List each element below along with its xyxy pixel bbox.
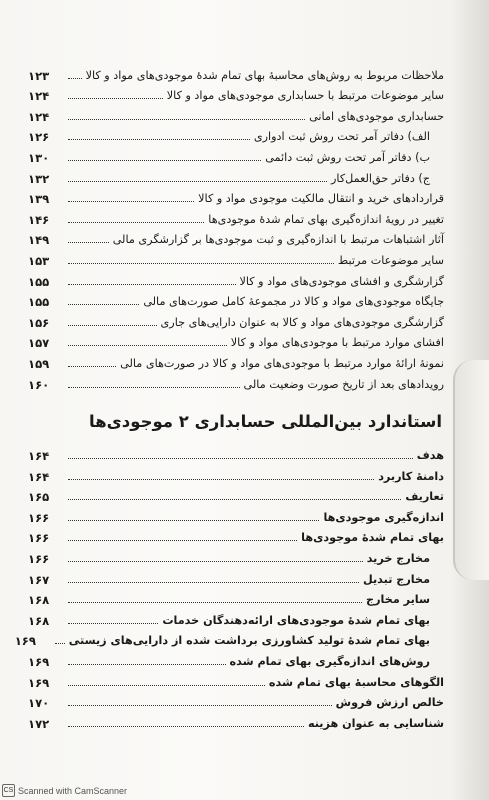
toc-entry — [28, 62, 444, 83]
dot-leader — [68, 222, 204, 223]
dot-leader — [68, 78, 82, 79]
toc-entry-title: ج) دفاتر حق‌العمل‌کار — [331, 171, 430, 185]
dot-leader — [68, 98, 163, 99]
toc-entry-page: ۱۶۸ — [28, 593, 50, 608]
toc-entry-title: قراردادهای خرید و انتقال مالکیت موجودی مواد و کالا — [198, 192, 444, 206]
toc-entry-page: ۱۲۶ — [28, 130, 50, 145]
dot-leader — [68, 160, 261, 161]
toc-entry-page: ۱۶۷ — [28, 572, 50, 587]
dot-leader — [68, 139, 250, 140]
toc-entry-page: ۱۵۶ — [28, 315, 50, 330]
toc-entry — [28, 227, 444, 248]
dot-leader — [68, 520, 319, 521]
toc-entry-title: سایر موضوعات مرتبط — [337, 253, 444, 267]
toc-entry-title: جایگاه موجودی‌های مواد و کالا در مجموعۀ کامل صورت‌های مالی — [143, 295, 444, 309]
toc-entry — [28, 690, 444, 711]
toc-entry-page: ۱۶۰ — [28, 377, 50, 392]
toc-entry-page: ۱۳۲ — [28, 171, 50, 186]
toc-entry-title: بهای تمام شدۀ تولید کشاورزی برداشت شده از دارایی‌های زیستی — [68, 634, 430, 648]
toc-entry-title: تعاریف — [405, 490, 444, 504]
watermark-text: Scanned with CamScanner — [18, 785, 128, 796]
toc-entry-page: ۱۵۵ — [28, 274, 50, 289]
toc-entry-title: گزارشگری و افشای موجودی‌های مواد و کالا — [239, 274, 444, 288]
toc-entry-page: ۱۳۹ — [28, 192, 50, 207]
toc-entry — [28, 124, 444, 145]
toc-entry-page: ۱۶۹ — [28, 675, 50, 690]
toc-entry — [28, 587, 444, 608]
dot-leader — [68, 726, 304, 727]
dot-leader — [68, 664, 226, 665]
toc-entry — [28, 669, 444, 690]
toc-entry-page: ۱۶۵ — [28, 490, 50, 505]
toc-entry-title: روش‌های اندازه‌گیری بهای تمام شده — [229, 655, 430, 669]
toc-entry-title: بهای تمام شدۀ موجودی‌های ارائه‌دهندگان خدمات — [162, 613, 430, 627]
toc-entry-title: دامنۀ کاربرد — [378, 469, 444, 483]
dot-leader — [68, 366, 116, 367]
toc-entry — [28, 525, 444, 546]
toc-entry-title: الف) دفاتر آمر تحت روش ثبت ادواری — [253, 130, 430, 144]
toc-entry-title: خالص ارزش فروش — [335, 696, 444, 710]
toc-entry-title: تغییر در رویۀ اندازه‌گیری بهای تمام شدۀ موجودی‌ها — [208, 212, 444, 226]
toc-entry-page: ۱۶۴ — [28, 449, 50, 464]
toc-entry-title: هدف — [416, 449, 444, 463]
dot-leader — [55, 643, 65, 644]
toc-entry-title: گزارشگری موجودی‌های مواد و کالا به عنوان دارایی‌های جاری — [160, 315, 444, 329]
toc-entry-page: ۱۵۵ — [28, 295, 50, 310]
dot-leader — [68, 540, 297, 541]
toc-entry — [28, 165, 444, 186]
toc-entry-page: ۱۲۳ — [28, 68, 50, 83]
dot-leader — [68, 119, 305, 120]
toc-entry-page: ۱۵۷ — [28, 336, 50, 351]
toc-entry — [28, 710, 444, 731]
toc-entry — [28, 289, 444, 310]
toc-part-2 — [14, 443, 444, 731]
scanner-watermark — [2, 784, 127, 797]
toc-entry-page: ۱۶۶ — [28, 552, 50, 567]
page-edge-shadow — [453, 360, 489, 580]
dot-leader — [68, 499, 401, 500]
toc-entry-page: ۱۶۴ — [28, 469, 50, 484]
dot-leader — [68, 582, 359, 583]
dot-leader — [68, 561, 363, 562]
toc-entry-page: ۱۳۰ — [28, 150, 50, 165]
section-gap — [28, 392, 444, 409]
toc-entry-title: اندازه‌گیری موجودی‌ها — [323, 510, 444, 524]
toc-entry-title: افشای موارد مرتبط با موجودی‌های مواد و کالا — [230, 336, 444, 350]
toc-entry — [28, 186, 444, 207]
toc-entry-title: رویدادهای بعد از تاریخ صورت وضعیت مالی — [243, 377, 444, 391]
toc-entry-page: ۱۶۸ — [28, 613, 50, 628]
dot-leader — [68, 304, 139, 305]
table-of-contents — [14, 62, 444, 731]
toc-entry — [28, 330, 444, 351]
toc-entry — [28, 103, 444, 124]
toc-entry-title: مخارج خرید — [366, 552, 430, 566]
toc-entry — [28, 309, 444, 330]
toc-entry — [28, 484, 444, 505]
toc-part-1 — [28, 62, 444, 392]
dot-leader — [68, 263, 334, 264]
toc-entry — [28, 371, 444, 392]
toc-entry — [28, 566, 444, 587]
toc-entry-title: سایر مخارج — [366, 593, 430, 607]
toc-entry-page: ۱۴۶ — [28, 212, 50, 227]
toc-entry-page: ۱۵۹ — [28, 356, 50, 371]
toc-entry-page: ۱۶۹ — [28, 655, 50, 670]
toc-entry — [28, 463, 444, 484]
toc-entry-page: ۱۶۹ — [14, 634, 36, 649]
toc-entry-page: ۱۲۴ — [28, 89, 50, 104]
toc-entry-title: بهای تمام شدۀ موجودی‌ها — [301, 531, 444, 545]
dot-leader — [68, 387, 240, 388]
toc-entry-title: ملاحظات مربوط به روش‌های محاسبۀ بهای تمام شدۀ موجودی‌های مواد و کالا — [85, 68, 444, 82]
toc-entry-title: آثار اشتباهات مرتبط با اندازه‌گیری و ثبت موجودی‌ها بر گزارشگری مالی — [112, 233, 444, 247]
dot-leader — [68, 602, 362, 603]
toc-entry-page: ۱۷۲ — [28, 716, 50, 731]
toc-entry — [28, 83, 444, 104]
toc-entry-title: نمونۀ ارائۀ موارد مرتبط با موجودی‌های مواد و کالا در صورت‌های مالی — [120, 356, 444, 370]
toc-entry — [28, 268, 444, 289]
toc-entry — [28, 607, 444, 628]
toc-entry-page: ۱۲۴ — [28, 109, 50, 124]
toc-entry — [28, 144, 444, 165]
dot-leader — [68, 242, 109, 243]
toc-entry — [28, 443, 444, 464]
toc-entry-page: ۱۶۶ — [28, 531, 50, 546]
dot-leader — [68, 325, 157, 326]
dot-leader — [68, 458, 413, 459]
toc-entry — [28, 247, 444, 268]
toc-entry-title: حسابداری موجودی‌های امانی — [309, 109, 444, 123]
toc-entry-title: سایر موضوعات مرتبط با حسابداری موجودی‌های مواد و کالا — [166, 89, 444, 103]
toc-entry-page: ۱۴۹ — [28, 233, 50, 248]
toc-entry — [28, 545, 444, 566]
toc-entry-page: ۱۵۳ — [28, 253, 50, 268]
camscanner-icon: CS — [2, 784, 15, 797]
toc-entry-page: ۱۷۰ — [28, 696, 50, 711]
toc-entry-title: مخارج تبدیل — [362, 572, 430, 586]
dot-leader — [68, 201, 194, 202]
toc-entry — [28, 648, 444, 669]
dot-leader — [68, 284, 236, 285]
dot-leader — [68, 181, 327, 182]
toc-entry-title: الگوهای محاسبۀ بهای تمام شده — [268, 675, 444, 689]
toc-entry — [28, 350, 444, 371]
toc-entry — [28, 504, 444, 525]
toc-entry — [14, 628, 444, 649]
toc-entry — [28, 206, 444, 227]
dot-leader — [68, 685, 265, 686]
toc-entry-page: ۱۶۶ — [28, 510, 50, 525]
toc-entry-title: ب) دفاتر آمر تحت روش ثبت دائمی — [265, 150, 430, 164]
dot-leader — [68, 623, 158, 624]
section-heading: استاندارد بین‌المللی حسابداری ۲ موجودی‌ها — [89, 411, 442, 431]
dot-leader — [68, 345, 227, 346]
dot-leader — [68, 479, 374, 480]
toc-entry-title: شناسایی به عنوان هزینه — [307, 716, 444, 730]
dot-leader — [68, 705, 332, 706]
